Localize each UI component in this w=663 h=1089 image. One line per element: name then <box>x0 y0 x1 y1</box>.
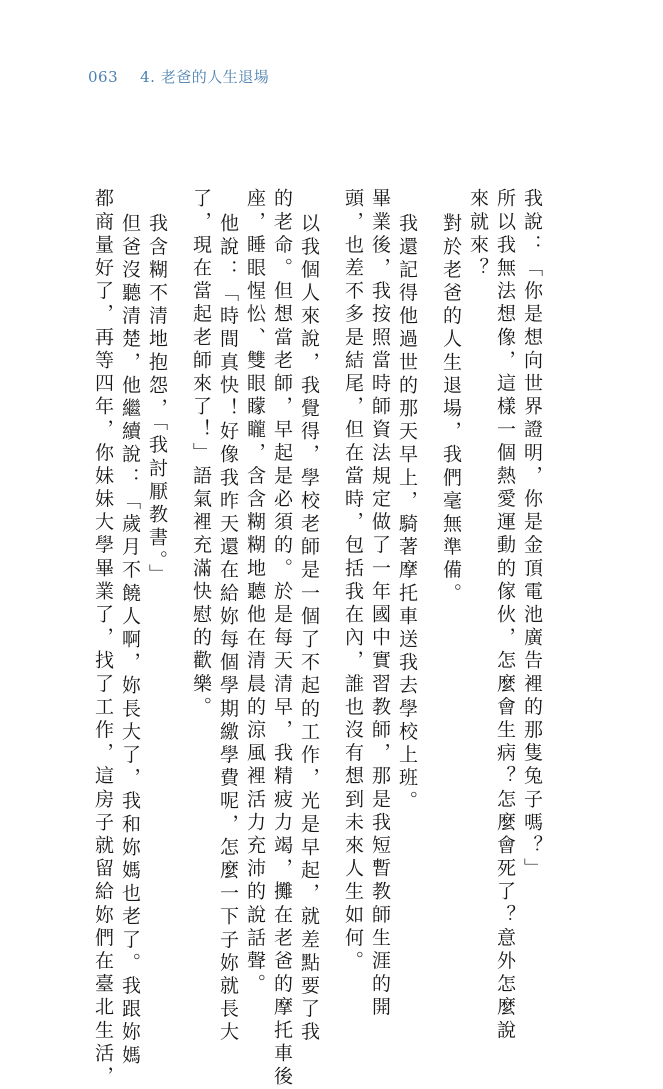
text-line-14: 但爸沒聽清楚，他繼續說：「歲月不饒人啊，妳長大了，我和妳媽也老了。我跟妳媽 <box>119 213 141 1068</box>
text-line-5: 我還記得他過世的那天早上，騎著摩托車送我去學校上班。 <box>396 213 418 814</box>
text-line-7: 頭，也差不多是結尾，但在當時，包括我在內，誰也沒有想到未來人生如何。 <box>342 188 364 974</box>
text-line-15: 都商量好了，再等四年，你妹妹大學畢業了，找了工作，這房子就留給妳們在臺北生活， <box>92 188 114 1089</box>
text-line-6: 畢業後，我按照當時師資法規定做了一年國中實習教師，那是我短暫教師生涯的開 <box>369 188 391 1020</box>
chapter-title: 4. 老爸的人生退場 <box>140 68 270 86</box>
text-line-4: 對於老爸的人生退場，我們毫無準備。 <box>440 213 462 606</box>
page-number: 063 <box>88 68 119 86</box>
text-line-2: 所以我無法想像，這樣一個熱愛運動的傢伙，怎麼會生病？怎麼會死了？意外怎麼說 <box>494 188 516 1043</box>
text-line-12: 了，現在當起老師來了！」語氣裡充滿快慰的歡樂。 <box>190 188 212 720</box>
text-line-10: 座，睡眼惺忪、雙眼矇矓，含含糊糊地聽他在清晨的涼風裡活力充沛的說話聲。 <box>244 188 266 997</box>
text-line-1: 我說：「你是想向世界證明，你是金頂電池廣告裡的那隻兔子嗎？」 <box>521 188 543 881</box>
running-header <box>88 66 269 87</box>
text-line-11: 他說：「時間真快！好像我昨天還在給妳每個學期繳學費呢，怎麼一下子妳就長大 <box>217 213 239 1045</box>
text-line-9: 的老命。但想當老師，早起是必須的。於是每天清早，我精疲力竭，攤在老爸的摩托車後 <box>271 188 293 1089</box>
text-line-13: 我含糊不清地抱怨，「我討厭教書。」 <box>146 213 168 587</box>
text-line-3: 來就來？ <box>467 188 489 281</box>
text-line-8: 以我個人來說，我覺得，學校老師是一個了不起的工作，光是早起，就差點要了我 <box>298 213 320 1045</box>
